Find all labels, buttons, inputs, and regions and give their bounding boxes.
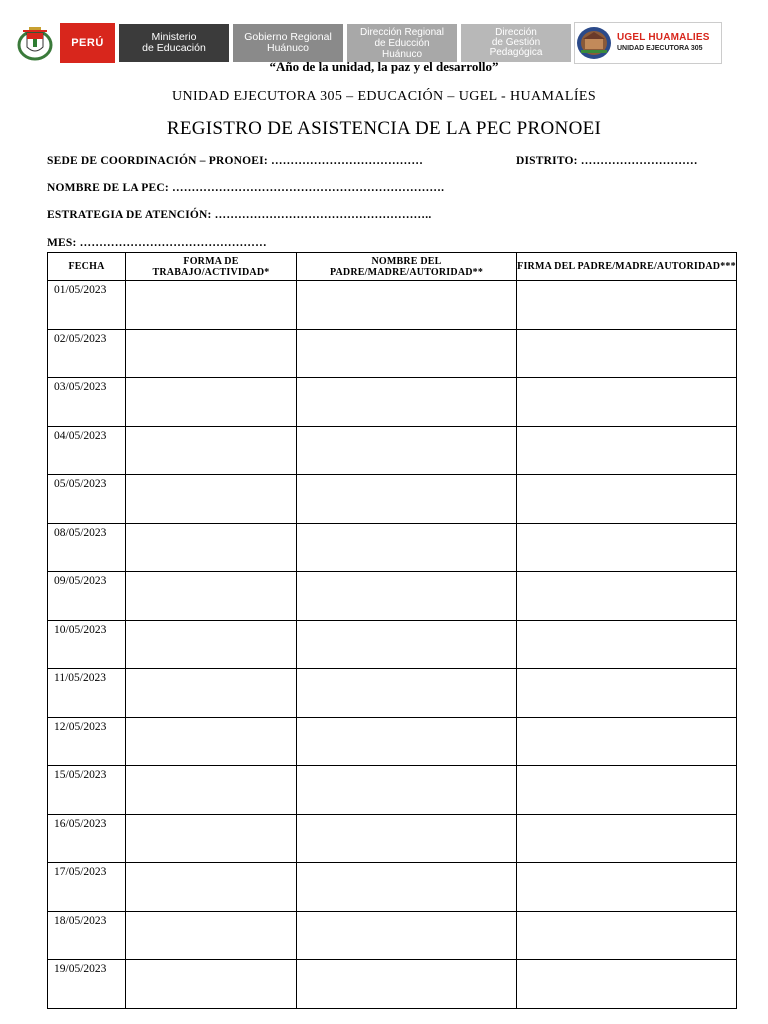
- nombre-padre-cell[interactable]: [297, 475, 517, 524]
- table-row: [48, 669, 737, 718]
- date-value: 17/05/2023: [54, 866, 107, 878]
- date-cell: [48, 717, 126, 766]
- date-cell: [48, 863, 126, 912]
- logo-line: Huánuco: [381, 48, 423, 60]
- date-value: 12/05/2023: [54, 720, 107, 733]
- date-cell: [48, 426, 126, 475]
- logo-line: Ministerio: [151, 31, 197, 43]
- logo-line: Pedagógica: [489, 47, 543, 58]
- nombre-padre-cell[interactable]: [297, 669, 517, 718]
- date-cell: [48, 523, 126, 572]
- forma-trabajo-cell[interactable]: [126, 960, 297, 1009]
- firma-cell[interactable]: [517, 814, 737, 863]
- logo-direccion-gestion-pedagogica: [461, 24, 571, 62]
- year-motto: “Año de la unidad, la paz y el desarrollo”: [269, 59, 499, 74]
- forma-trabajo-cell[interactable]: [126, 863, 297, 912]
- nombre-padre-cell[interactable]: [297, 329, 517, 378]
- firma-cell[interactable]: [517, 620, 737, 669]
- date-cell: [48, 911, 126, 960]
- ugel-subtitle: UNIDAD EJECUTORA 305: [617, 45, 703, 52]
- forma-trabajo-cell[interactable]: [126, 766, 297, 815]
- date-cell: [48, 378, 126, 427]
- forma-trabajo-cell[interactable]: [126, 426, 297, 475]
- date-cell: [48, 475, 126, 524]
- table-row: [48, 717, 737, 766]
- header-banner: [10, 22, 722, 64]
- table-row: [48, 281, 737, 330]
- table-row: [48, 766, 737, 815]
- table-row: [48, 620, 737, 669]
- forma-trabajo-cell[interactable]: [126, 717, 297, 766]
- nombre-padre-cell[interactable]: [297, 863, 517, 912]
- document-title: REGISTRO DE ASISTENCIA DE LA PEC PRONOEI: [166, 118, 602, 139]
- firma-cell[interactable]: [517, 475, 737, 524]
- peru-coat-of-arms-icon: [10, 22, 60, 64]
- date-value: 08/05/2023: [54, 526, 107, 539]
- forma-trabajo-cell[interactable]: [126, 620, 297, 669]
- date-cell: [48, 281, 126, 330]
- firma-cell[interactable]: [517, 572, 737, 621]
- field-distrito: DISTRITO: …………………………: [516, 155, 698, 167]
- firma-cell[interactable]: [517, 523, 737, 572]
- date-value: 18/05/2023: [54, 914, 107, 927]
- date-cell: [48, 960, 126, 1009]
- date-value: 19/05/2023: [54, 963, 107, 975]
- table-row: [48, 426, 737, 475]
- table-row: [48, 814, 737, 863]
- logo-line: de Gestión: [491, 37, 541, 48]
- firma-cell[interactable]: [517, 863, 737, 912]
- logo-line: de Educción: [374, 37, 430, 49]
- ugel-logo: [574, 22, 722, 64]
- logo-gobierno-regional: [233, 24, 343, 62]
- table-row: [48, 863, 737, 912]
- attendance-table: [47, 252, 737, 1009]
- firma-cell[interactable]: [517, 669, 737, 718]
- table-row: [48, 523, 737, 572]
- executing-unit-line: UNIDAD EJECUTORA 305 – EDUCACIÓN – UGEL - HUAMALÍES: [171, 89, 597, 104]
- firma-cell[interactable]: [517, 378, 737, 427]
- firma-cell[interactable]: [517, 911, 737, 960]
- forma-trabajo-cell[interactable]: [126, 475, 297, 524]
- peru-label: PERÚ: [60, 23, 115, 63]
- date-cell: [48, 572, 126, 621]
- field-sede-coordinacion: SEDE DE COORDINACIÓN – PRONOEI: …………………………………: [47, 155, 424, 167]
- logo-line: de Educación: [142, 42, 206, 54]
- forma-trabajo-cell[interactable]: [126, 911, 297, 960]
- table-header-row: [48, 253, 737, 281]
- header-fecha: FECHA: [48, 253, 126, 281]
- nombre-padre-cell[interactable]: [297, 572, 517, 621]
- table-row: [48, 960, 737, 1009]
- logo-line: Dirección Regional: [360, 26, 444, 38]
- firma-cell[interactable]: [517, 717, 737, 766]
- date-value: 16/05/2023: [54, 817, 107, 830]
- nombre-padre-cell[interactable]: [297, 814, 517, 863]
- nombre-padre-cell[interactable]: [297, 426, 517, 475]
- date-value: 01/05/2023: [54, 284, 107, 296]
- ugel-name: UGEL HUAMALIES: [617, 32, 710, 43]
- nombre-padre-cell[interactable]: [297, 766, 517, 815]
- nombre-padre-cell[interactable]: [297, 620, 517, 669]
- firma-cell[interactable]: [517, 426, 737, 475]
- forma-trabajo-cell[interactable]: [126, 572, 297, 621]
- table-row: [48, 475, 737, 524]
- firma-cell[interactable]: [517, 281, 737, 330]
- date-value: 11/05/2023: [54, 672, 106, 684]
- date-cell: [48, 669, 126, 718]
- firma-cell[interactable]: [517, 960, 737, 1009]
- table-row: [48, 329, 737, 378]
- forma-trabajo-cell[interactable]: [126, 378, 297, 427]
- firma-cell[interactable]: [517, 329, 737, 378]
- nombre-padre-cell[interactable]: [297, 717, 517, 766]
- logo-line: Huánuco: [266, 42, 310, 54]
- header-forma-trabajo: FORMA DE TRABAJO/ACTIVIDAD*: [126, 253, 297, 281]
- logo-direccion-regional: [347, 24, 457, 62]
- nombre-padre-cell[interactable]: [297, 960, 517, 1009]
- field-estrategia-atencion: ESTRATEGIA DE ATENCIÓN: ………………………………………………..: [47, 209, 432, 221]
- table-row: [48, 378, 737, 427]
- field-mes: MES: …………………………………………: [47, 237, 267, 249]
- date-cell: [48, 766, 126, 815]
- forma-trabajo-cell[interactable]: [126, 281, 297, 330]
- date-cell: [48, 814, 126, 863]
- date-value: 03/05/2023: [54, 381, 107, 393]
- nombre-padre-cell[interactable]: [297, 281, 517, 330]
- table-row: [48, 572, 737, 621]
- forma-trabajo-cell[interactable]: [126, 523, 297, 572]
- nombre-padre-cell[interactable]: [297, 523, 517, 572]
- logo-line: Gobierno Regional: [244, 31, 332, 43]
- forma-trabajo-cell[interactable]: [126, 814, 297, 863]
- forma-trabajo-cell[interactable]: [126, 669, 297, 718]
- ugel-emblem-icon: [575, 25, 613, 61]
- date-value: 04/05/2023: [54, 429, 107, 442]
- date-cell: [48, 620, 126, 669]
- date-value: 15/05/2023: [54, 769, 107, 781]
- date-value: 09/05/2023: [54, 575, 107, 587]
- date-value: 10/05/2023: [54, 623, 107, 636]
- date-value: 02/05/2023: [54, 332, 107, 345]
- forma-trabajo-cell[interactable]: [126, 329, 297, 378]
- logo-ministerio-educacion: [119, 24, 229, 62]
- logo-line: Dirección: [495, 27, 537, 38]
- field-nombre-pec: NOMBRE DE LA PEC: …………………………………………………………….: [47, 182, 445, 194]
- header-firma-padre: FIRMA DEL PADRE/MADRE/AUTORIDAD***: [517, 253, 737, 281]
- nombre-padre-cell[interactable]: [297, 911, 517, 960]
- header-nombre-padre: NOMBRE DEL PADRE/MADRE/AUTORIDAD**: [297, 253, 517, 281]
- nombre-padre-cell[interactable]: [297, 378, 517, 427]
- date-value: 05/05/2023: [54, 478, 107, 490]
- attendance-table-body: [48, 281, 737, 1009]
- firma-cell[interactable]: [517, 766, 737, 815]
- date-cell: [48, 329, 126, 378]
- table-row: [48, 911, 737, 960]
